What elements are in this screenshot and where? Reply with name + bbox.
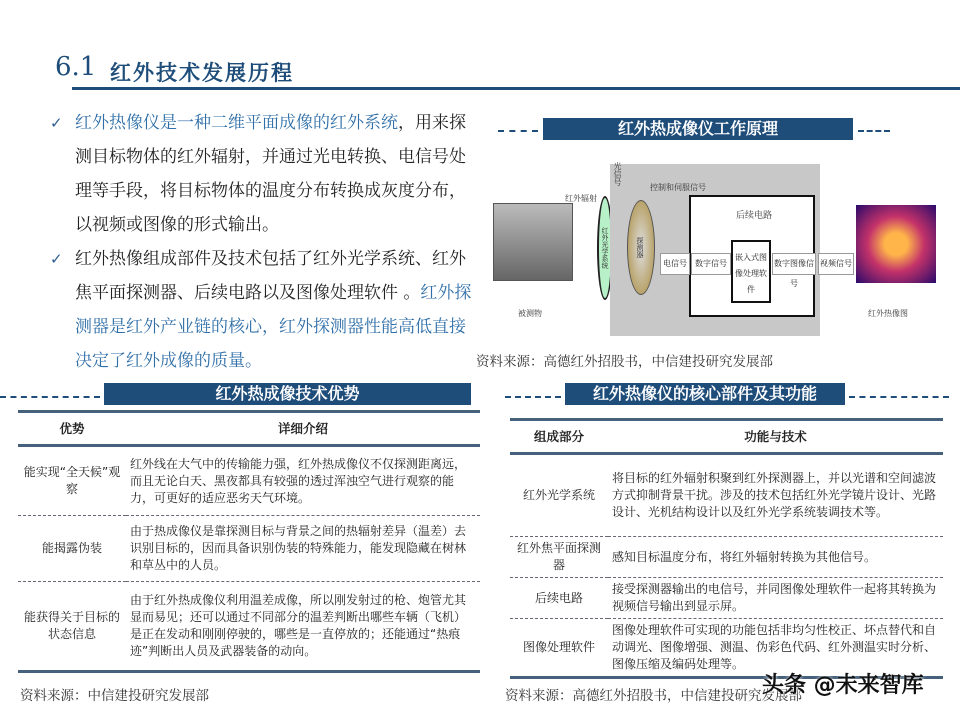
components-title: 红外热像仪的核心部件及其功能: [565, 383, 845, 405]
bullet-item: [50, 242, 478, 378]
table-row: [18, 516, 480, 582]
divider: [498, 130, 538, 132]
cell: 由于热成像仪是靠探测目标与背景之间的热辐射差异（温差）去识别目标的，因而具备识别伪装的特殊能力，能发现隐藏在树林和草丛中的人员。: [126, 516, 480, 582]
table-row: [510, 454, 943, 537]
check-icon: ✓: [50, 114, 63, 132]
watermark: 头条 @未来智库: [762, 673, 924, 698]
check-icon: ✓: [50, 250, 63, 268]
electric-signal-arrow: 电信号: [660, 253, 690, 275]
working-principle-diagram: [490, 160, 950, 350]
cell: 红外光学系统: [510, 454, 608, 537]
thermal-image: [856, 205, 936, 283]
object-photo: [493, 203, 573, 281]
bullet-highlight: 红外探测器是红外产业链的核心，红外探测器性能高低直接决定了红外成像的质量。: [75, 283, 472, 371]
optical-signal-label: 光信号: [613, 162, 622, 186]
video-signal-arrow: 视频信号: [818, 253, 854, 275]
cell: 后续电路: [510, 578, 608, 619]
embedded-software-box: 嵌入式图像处理软件: [731, 240, 771, 303]
divider: [505, 396, 561, 398]
column-header: 优势: [18, 412, 126, 446]
cell: 感知目标温度分布，将红外辐射转换为其他信号。: [608, 537, 943, 578]
cell: 图像处理软件: [510, 619, 608, 678]
cell: 将目标的红外辐射积聚到红外探测器上，并以光谱和空间滤波方式抑制背景干扰。涉及的技术包括红外光学镜片设计、光路设计、光机结构设计以及红外光学系统装调技术等。: [608, 454, 943, 537]
divider: [849, 396, 949, 398]
digital-image-signal-arrow: 数字图像信号: [772, 253, 816, 275]
advantages-title: 红外热成像技术优势: [104, 383, 471, 405]
table-row: [18, 582, 480, 672]
advantages-source: 资料来源：中信建投研究发展部: [20, 688, 209, 704]
thermal-image-label: 红外热像图: [868, 309, 908, 318]
object-label: 被测物: [518, 309, 542, 318]
diagram-title: 红外热成像仪工作原理: [543, 118, 853, 140]
title-underline: [72, 87, 960, 90]
circuit-label: 后续电路: [736, 211, 773, 221]
cell: 能获得关于目标的状态信息: [18, 582, 126, 672]
column-header: 功能与技术: [608, 420, 943, 454]
cell: 接受探测器输出的电信号，并同图像处理软件一起将其转换为视频信号输出到显示屏。: [608, 578, 943, 619]
cell: 图像处理软件可实现的功能包括非均匀性校正、坏点替代和自动调光、图像增强、测温、伪彩色代码、红外测温实时分析、图像压缩及编码处理等。: [608, 619, 943, 678]
section-number: 6.1: [55, 52, 97, 82]
optical-system-lens: 红外光学系统: [597, 196, 613, 300]
detector: 探测器: [627, 200, 655, 295]
components-source: 资料来源：高德红外招股书，中信建投研究发展部: [505, 688, 802, 704]
column-header: 组成部分: [510, 420, 608, 454]
table-row: [510, 578, 943, 619]
bullet-list: [50, 106, 478, 378]
bullet-item: [50, 106, 478, 242]
bullet-text: ，用来探测目标物体的红外辐射，并通过光电转换、电信号处理等手段，将目标物体的温度分布转换成灰度分布，以视频或图像的形式输出。: [75, 113, 466, 235]
bullet-text: 红外热像组成部件及技术包括了红外光学系统、红外焦平面探测器、后续电路以及图像处理软件 。: [75, 249, 466, 303]
table-row: [18, 446, 480, 516]
diagram-source: 资料来源：高德红外招股书，中信建投研究发展部: [476, 354, 773, 370]
page-title: 红外技术发展历程: [110, 60, 294, 85]
column-header: 详细介绍: [126, 412, 480, 446]
bullet-highlight: 红外热像仪是一种二维平面成像的红外系统: [75, 113, 398, 133]
table-row: [510, 537, 943, 578]
components-table: [510, 418, 943, 679]
cell: 能揭露伪装: [18, 516, 126, 582]
divider: [858, 130, 890, 132]
cell: 红外焦平面探测器: [510, 537, 608, 578]
digital-signal-arrow: 数字信号: [691, 253, 731, 275]
cell: 由于红外热成像仪利用温差成像，所以刚发射过的枪、炮管尤其显而易见；还可以通过不同部分的温差判断出哪些车辆（飞机）是正在发动和刚刚停驶的，哪些是一直停放的；还能通过“热痕迹”判断出人员及武器装备的动向。: [126, 582, 480, 672]
advantages-table: [18, 410, 480, 673]
ir-radiation-label: 红外辐射: [565, 194, 597, 203]
cell: 红外线在大气中的传输能力强，红外热成像仪不仅探测距离远，而且无论白天、黑夜都具有较强的透过浑浊空气进行观察的能力，可更好的适应恶劣天气环境。: [126, 446, 480, 516]
control-signal-label: 控制和伺服信号: [650, 183, 706, 192]
divider: [0, 396, 100, 398]
cell: 能实现“全天候”观察: [18, 446, 126, 516]
